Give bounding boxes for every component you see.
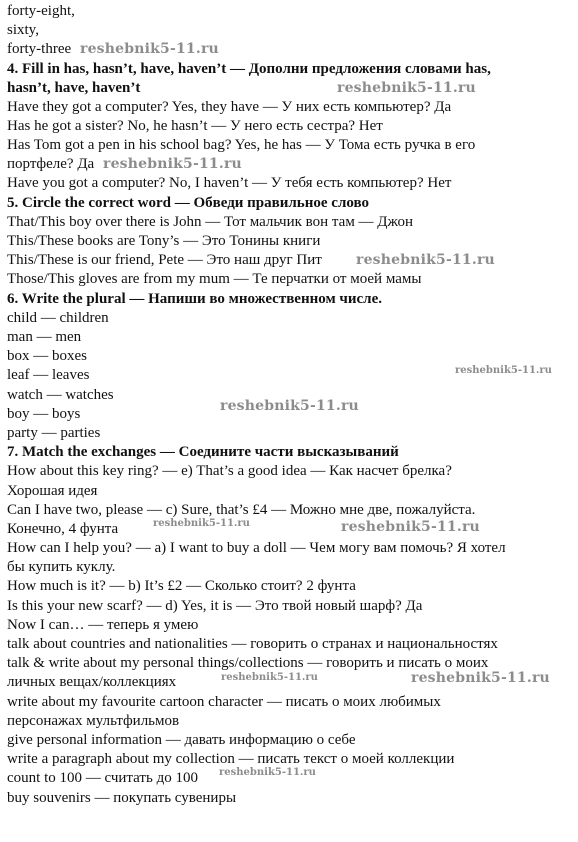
text-line: buy souvenirs — покупать сувениры: [7, 790, 237, 806]
section-heading: 4. Fill in has, hasn’t, have, haven’t — Дополни предложения словами has,: [7, 61, 491, 77]
section-heading: hasn’t, have, haven’t: [7, 80, 141, 96]
text-line: Has he got a sister? No, he hasn’t — У него есть сестра? Нет: [7, 118, 383, 134]
text-line: talk & write about my personal things/collections — говорить и писать о моих: [7, 655, 489, 671]
text-line: Can I have two, please — c) Sure, that’s £4 — Можно мне две, пожалуйста.: [7, 502, 476, 518]
text-line: This/These is our friend, Pete — Это наш друг Пит: [7, 252, 322, 268]
section-heading: 7. Match the exchanges — Соедините части высказываний: [7, 444, 399, 460]
section-heading: 5. Circle the correct word — Обведи правильное слово: [7, 195, 369, 211]
watermark: reshebnik5-11.ru: [341, 519, 480, 535]
text-line: talk about countries and nationalities — говорить о странах и национальностях: [7, 636, 498, 652]
text-line: Have you got a computer? No, I haven’t — У тебя есть компьютер? Нет: [7, 175, 452, 191]
watermark: reshebnik5-11.ru: [220, 398, 359, 414]
text-line: бы купить куклу.: [7, 559, 116, 575]
text-line: How much is it? — b) It’s £2 — Сколько стоит? 2 фунта: [7, 578, 356, 594]
text-line: Конечно, 4 фунта: [7, 521, 119, 537]
watermark: reshebnik5-11.ru: [411, 670, 550, 686]
text-line: Those/This gloves are from my mum — Те перчатки от моей мамы: [7, 271, 422, 287]
watermark: reshebnik5-11.ru: [219, 767, 316, 778]
text-line: give personal information — давать информацию о себе: [7, 732, 356, 748]
text-line: man — men: [7, 329, 82, 345]
watermark: reshebnik5-11.ru: [455, 365, 552, 376]
text-line: sixty,: [7, 22, 39, 38]
text-line: count to 100 — считать до 100: [7, 770, 198, 786]
text-line: forty-eight,: [7, 3, 75, 19]
text-line: This/These books are Tony’s — Это Тонины книги: [7, 233, 321, 249]
text-line: How about this key ring? — e) That’s a good idea — Как насчет брелка?: [7, 463, 452, 479]
watermark: reshebnik5-11.ru: [103, 156, 242, 172]
watermark: reshebnik5-11.ru: [221, 672, 318, 683]
text-line: write about my favourite cartoon character — писать о моих любимых: [7, 694, 441, 710]
text-line: write a paragraph about my collection — писать текст о моей коллекции: [7, 751, 455, 767]
text-line: Now I can… — теперь я умею: [7, 617, 199, 633]
text-line: watch — watches: [7, 387, 114, 403]
watermark: reshebnik5-11.ru: [337, 80, 476, 96]
text-line: child — children: [7, 310, 109, 326]
text-line: box — boxes: [7, 348, 87, 364]
text-line: Have they got a computer? Yes, they have — У них есть компьютер? Да: [7, 99, 452, 115]
watermark: reshebnik5-11.ru: [356, 252, 495, 268]
text-line: How can I help you? — a) I want to buy a doll — Чем могу вам помочь? Я хотел: [7, 540, 506, 556]
text-line: forty-three: [7, 41, 72, 57]
section-heading: 6. Write the plural — Напиши во множественном числе.: [7, 291, 383, 307]
text-line: Has Tom got a pen in his school bag? Yes, he has — У Тома есть ручка в его: [7, 137, 476, 153]
text-line: персонажах мультфильмов: [7, 713, 180, 729]
text-line: портфеле? Да: [7, 156, 95, 172]
text-line: Is this your new scarf? — d) Yes, it is — Это твой новый шарф? Да: [7, 598, 423, 614]
text-line: личных вещах/коллекциях: [7, 674, 177, 690]
watermark: reshebnik5-11.ru: [80, 41, 219, 57]
text-line: party — parties: [7, 425, 101, 441]
text-line: That/This boy over there is John — Тот мальчик вон там — Джон: [7, 214, 414, 230]
text-line: Хорошая идея: [7, 483, 98, 499]
watermark: reshebnik5-11.ru: [153, 518, 250, 529]
text-line: boy — boys: [7, 406, 81, 422]
text-line: leaf — leaves: [7, 367, 90, 383]
